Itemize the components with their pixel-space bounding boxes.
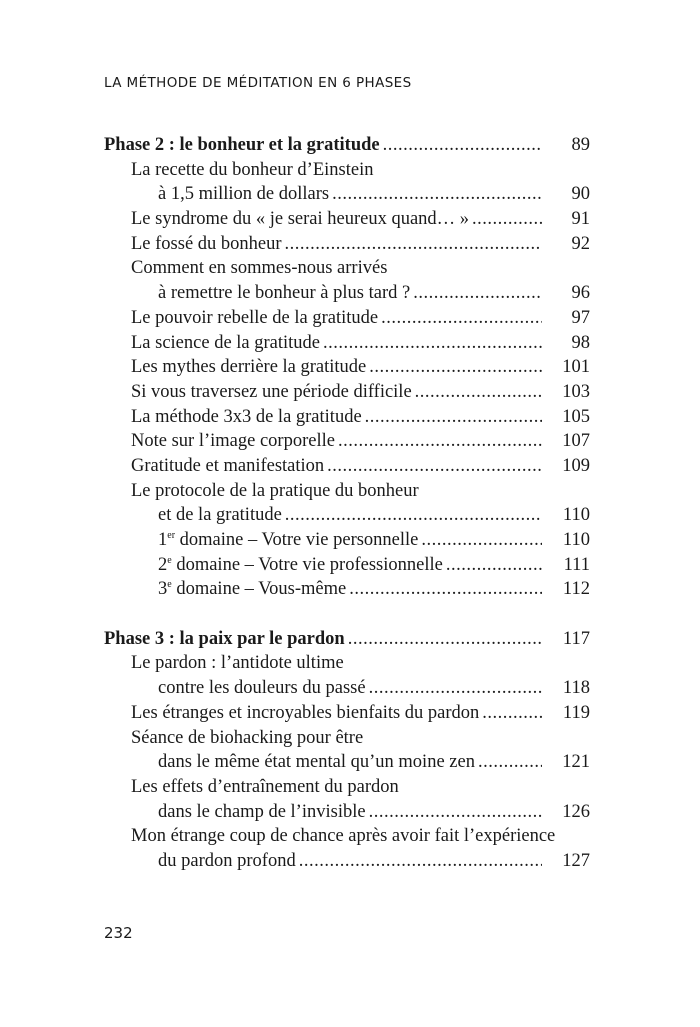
running-header: LA MÉTHODE DE MÉDITATION EN 6 PHASES	[104, 75, 412, 91]
toc-entry[interactable]	[104, 232, 590, 257]
table-of-contents	[104, 133, 590, 874]
toc-entry-line[interactable]	[104, 726, 590, 751]
toc-entry[interactable]	[104, 331, 590, 356]
entry-text-part: dans le même état mental qu’un moine zen	[158, 752, 475, 773]
entry-number: 2	[158, 554, 168, 575]
entry-text	[131, 479, 419, 504]
section-title: Phase 2 : le bonheur et la gratitude	[104, 135, 380, 155]
dot-leader	[285, 232, 542, 257]
entry-text-part: Séance de biohacking pour être	[131, 727, 364, 748]
toc-entry[interactable]	[104, 849, 590, 874]
entry-page-number: 126	[562, 801, 590, 822]
entry-text-part: La recette du bonheur d’Einstein	[131, 159, 374, 180]
dot-leader	[369, 676, 542, 701]
entry-number: 1	[158, 530, 168, 550]
entry-page-number: 90	[571, 184, 590, 205]
entry-page-number: 110	[562, 530, 590, 550]
toc-entry[interactable]	[104, 405, 590, 430]
toc-entry-line[interactable]	[104, 775, 590, 800]
entry-text-part: domaine – Votre vie professionnelle	[171, 554, 443, 575]
entry-text	[131, 726, 363, 751]
entry-text-part: Les mythes derrière la gratitude	[131, 357, 367, 378]
dot-leader	[348, 627, 542, 652]
dot-leader	[369, 800, 542, 825]
toc-entry-line[interactable]	[104, 158, 590, 183]
toc-entry[interactable]	[104, 750, 590, 775]
toc-entry[interactable]	[104, 676, 590, 701]
entry-text-part: Note sur l’image corporelle	[131, 431, 335, 452]
toc-entry[interactable]	[104, 281, 590, 306]
dot-leader	[421, 528, 542, 553]
entry-text	[158, 849, 296, 874]
toc-entry-line[interactable]	[104, 479, 590, 504]
entry-text-part: Les étranges et incroyables bienfaits du pardon	[131, 702, 480, 723]
entry-page-number: 92	[571, 233, 590, 254]
entry-text	[131, 701, 479, 726]
toc-entry[interactable]	[104, 577, 590, 602]
entry-page-number: 121	[562, 752, 590, 773]
dot-leader	[472, 207, 542, 232]
entry-text-part: Le pouvoir rebelle de la gratitude	[131, 307, 379, 328]
entry-text-part: Gratitude et manifestation	[131, 455, 325, 476]
entry-text-part: dans le champ de l’invisible	[158, 801, 366, 822]
entry-text	[131, 256, 387, 281]
entry-text	[158, 182, 329, 207]
entry-text	[131, 158, 373, 183]
entry-text-part: La méthode 3x3 de la gratitude	[131, 406, 362, 427]
entry-text-part: du pardon profond	[158, 850, 296, 871]
section-gap	[104, 602, 590, 627]
dot-leader	[285, 503, 542, 528]
entry-page-number: 91	[571, 209, 590, 230]
entry-page-number: 107	[562, 431, 590, 452]
entry-ordinal-suffix: er	[167, 530, 176, 541]
entry-page-number: 105	[562, 406, 590, 427]
dot-leader	[338, 429, 542, 454]
entry-text	[158, 676, 366, 701]
entry-page-number: 103	[562, 381, 590, 402]
toc-entry-line[interactable]	[104, 651, 590, 676]
entry-page-number: 119	[562, 702, 590, 723]
dot-leader	[332, 182, 542, 207]
entry-text	[131, 405, 362, 430]
dot-leader	[349, 577, 542, 602]
dot-leader	[369, 355, 542, 380]
entry-text-part: Le syndrome du « je serai heureux quand… »	[131, 209, 470, 230]
entry-text	[131, 429, 335, 454]
entry-page-number: 118	[562, 678, 590, 699]
entry-text-part: domaine – Votre vie personnelle	[175, 530, 419, 550]
entry-page-number: 111	[563, 554, 590, 575]
entry-ordinal-suffix: e	[167, 579, 172, 591]
entry-page-number: 110	[562, 505, 590, 526]
entry-text	[158, 528, 418, 553]
toc-entry[interactable]	[104, 207, 590, 232]
entry-text-part: contre les douleurs du passé	[158, 678, 366, 699]
entry-text-part: Le protocole de la pratique du bonheur	[131, 480, 419, 501]
toc-entry[interactable]	[104, 701, 590, 726]
entry-text	[131, 380, 412, 405]
entry-text	[158, 800, 366, 825]
toc-entry[interactable]	[104, 454, 590, 479]
entry-page-number: 109	[562, 455, 590, 476]
toc-entry[interactable]	[104, 553, 590, 578]
entry-text	[131, 331, 320, 356]
entry-text	[131, 775, 399, 800]
entry-text-part: Comment en sommes-nous arrivés	[131, 258, 388, 279]
entry-text-part: Mon étrange coup de chance après avoir fait l’expérience	[131, 826, 556, 847]
entry-text	[158, 577, 346, 602]
entry-text	[158, 553, 443, 578]
entry-ordinal-suffix: e	[167, 554, 172, 566]
entry-text	[158, 281, 410, 306]
dot-leader	[413, 281, 542, 306]
entry-text-part: Le pardon : l’antidote ultime	[131, 653, 344, 674]
toc-entry[interactable]	[104, 528, 590, 553]
toc-entry[interactable]	[104, 306, 590, 331]
dot-leader	[383, 133, 542, 158]
entry-text-part: Le fossé du bonheur	[131, 233, 282, 254]
entry-page-number: 101	[562, 357, 590, 378]
entry-text	[131, 454, 324, 479]
entry-page-number: 112	[562, 579, 590, 600]
entry-text	[131, 651, 344, 676]
toc-entry[interactable]	[104, 800, 590, 825]
entry-number: 3	[158, 579, 168, 600]
page-number: 232	[104, 924, 133, 942]
entry-page-number: 98	[571, 332, 590, 353]
entry-page-number: 97	[571, 307, 590, 328]
toc-section-heading[interactable]	[104, 133, 590, 158]
toc-entry-line[interactable]	[104, 824, 590, 849]
entry-text	[131, 355, 366, 380]
dot-leader	[482, 701, 542, 726]
section-title: Phase 3 : la paix par le pardon	[104, 628, 345, 649]
entry-page-number: 127	[562, 850, 590, 871]
dot-leader	[299, 849, 542, 874]
dot-leader	[446, 553, 542, 578]
dot-leader	[381, 306, 542, 331]
entry-text	[131, 207, 469, 232]
entry-text	[158, 750, 475, 775]
toc-entry[interactable]	[104, 503, 590, 528]
dot-leader	[478, 750, 542, 775]
entry-text-part: à 1,5 million de dollars	[158, 184, 330, 205]
toc-entry[interactable]	[104, 355, 590, 380]
section-page-number: 117	[562, 628, 590, 649]
toc-entry[interactable]	[104, 182, 590, 207]
entry-text-part: domaine – Vous-même	[171, 579, 347, 600]
entry-text-part: à remettre le bonheur à plus tard ?	[158, 283, 411, 304]
entry-text-part: La science de la gratitude	[131, 332, 321, 353]
entry-text	[131, 824, 555, 849]
entry-text	[131, 232, 282, 257]
entry-text	[158, 503, 282, 528]
entry-text	[131, 306, 378, 331]
entry-text-part: et de la gratitude	[158, 505, 282, 526]
entry-page-number: 96	[571, 283, 590, 304]
dot-leader	[415, 380, 542, 405]
entry-text-part: Si vous traversez une période difficile	[131, 381, 412, 402]
dot-leader	[365, 405, 542, 430]
entry-text-part: Les effets d’entraînement du pardon	[131, 776, 399, 797]
dot-leader	[327, 454, 542, 479]
toc-section-heading[interactable]	[104, 627, 590, 652]
section-page-number: 89	[571, 135, 590, 155]
toc-entry-line[interactable]	[104, 256, 590, 281]
dot-leader	[323, 331, 542, 356]
toc-entry[interactable]	[104, 429, 590, 454]
toc-entry[interactable]	[104, 380, 590, 405]
